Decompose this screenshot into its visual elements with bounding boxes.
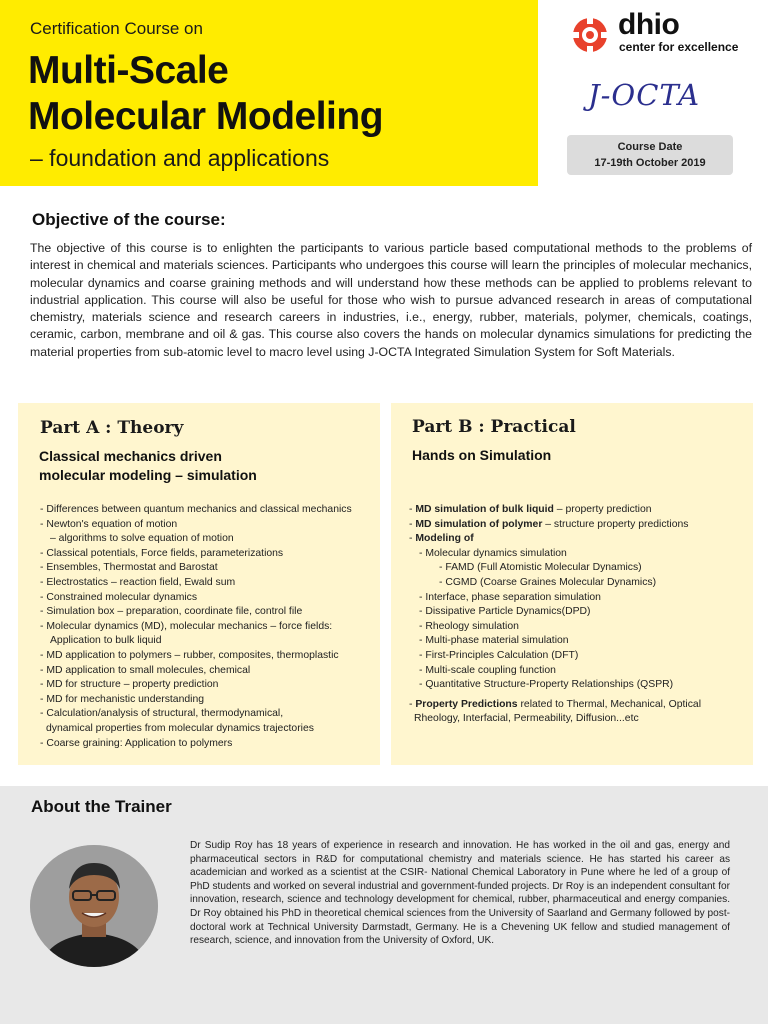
- list-item-text: – structure property predictions: [542, 518, 689, 530]
- list-item: - Quantitative Structure-Property Relationships (QSPR): [419, 679, 674, 691]
- course-title-line2: Molecular Modeling: [28, 95, 384, 138]
- list-item: - Simulation box – preparation, coordinate file, control file: [40, 606, 303, 618]
- list-item: - Calculation/analysis of structural, thermodynamical,: [40, 708, 284, 720]
- part-a-sub-line2: molecular modeling – simulation: [39, 467, 257, 483]
- list-item: - MD for mechanistic understanding: [40, 693, 205, 705]
- logo-tagline: center for excellence: [619, 40, 739, 54]
- list-item: - Multi-scale coupling function: [419, 664, 556, 676]
- list-item: - Newton's equation of motion: [40, 518, 178, 530]
- course-date-value: 17-19th October 2019: [594, 157, 706, 169]
- part-a-panel: [18, 403, 380, 765]
- list-item-text: related to Thermal, Mechanical, Optical: [517, 698, 702, 710]
- list-item: - Classical potentials, Force fields, parameterizations: [40, 547, 284, 559]
- course-date-label: Course Date: [617, 141, 683, 153]
- course-title-line1: Multi-Scale: [28, 49, 229, 92]
- list-item-bold: Modeling of: [415, 533, 474, 545]
- list-item: - Interface, phase separation simulation: [419, 591, 601, 603]
- list-item: - Modeling of: [409, 533, 474, 545]
- list-item: - MD simulation of bulk liquid – property prediction: [409, 504, 652, 515]
- list-item: - Property Predictions related to Thermal, Mechanical, Optical: [409, 698, 702, 710]
- list-item: - Constrained molecular dynamics: [40, 591, 198, 603]
- list-item: dynamical properties from molecular dynamics trajectories: [46, 722, 314, 734]
- course-date-box: [567, 135, 733, 175]
- list-item: - MD application to polymers – rubber, composites, thermoplastic: [40, 649, 339, 661]
- list-item-bold: MD simulation of bulk liquid: [415, 504, 554, 515]
- list-item: - Molecular dynamics simulation: [419, 547, 567, 559]
- objective-heading: Objective of the course:: [32, 210, 226, 229]
- list-item-bold: MD simulation of polymer: [415, 518, 543, 530]
- list-item: - Molecular dynamics (MD), molecular mechanics – force fields:: [40, 620, 333, 632]
- list-item: - MD for structure – property prediction: [40, 679, 219, 691]
- trainer-heading: About the Trainer: [31, 797, 172, 816]
- list-item: - Differences between quantum mechanics and classical mechanics: [40, 504, 352, 515]
- jocta-logo: J-OCTA: [588, 78, 701, 112]
- list-item: - FAMD (Full Atomistic Molecular Dynamics): [439, 562, 642, 574]
- list-item: - Dissipative Particle Dynamics(DPD): [419, 606, 591, 618]
- list-item: - First-Principles Calculation (DFT): [419, 649, 579, 661]
- part-b-topic-list: [409, 503, 701, 727]
- list-item-bold: Property Predictions: [415, 698, 518, 710]
- dhio-logo-icon: [570, 15, 610, 55]
- course-subtitle: – foundation and applications: [30, 145, 330, 171]
- list-item: - Ensembles, Thermostat and Barostat: [40, 562, 218, 574]
- list-item: – algorithms to solve equation of motion: [50, 533, 234, 545]
- part-a-subheading: [39, 447, 257, 485]
- part-a-topic-list: [40, 503, 352, 751]
- dhio-logo: [570, 8, 740, 57]
- trainer-section: [0, 786, 768, 1024]
- list-item: - Coarse graining: Application to polymers: [40, 737, 233, 749]
- trainer-bio: Dr Sudip Roy has 18 years of experience in research and innovation. He has worked in the oil and gas, energy and pharmaceutical sectors in R&D for computational chemistry and materials science. He has started his career as academician and worked as a scientist at the CSIR- National Chemical Laboratory in Pune where he led of a group of PhD students and worked on several industrial and government-funded projects. Dr Roy is an independent consultant for innovation, research, science and technology development for chemical, rubber, pharmaceutical and energy companies. Dr Roy obtained his PhD in theoretical chemical sciences from the University of Saarland and Germany followed by post-doctoral work at Technical University Darmstadt, Germany. He is a Chevening UK fellow and studied management of research, science, and innovation from the University of Oxford, UK.: [190, 840, 730, 947]
- list-item: - Multi-phase material simulation: [419, 635, 569, 647]
- part-a-heading: Part A : Theory: [40, 418, 184, 438]
- list-item: - MD simulation of polymer – structure property predictions: [409, 518, 689, 530]
- logo-word: dhio: [618, 8, 680, 41]
- list-item: - MD application to small molecules, chemical: [40, 664, 251, 676]
- list-item-text: – property prediction: [553, 504, 652, 515]
- part-a-sub-line1: Classical mechanics driven: [39, 448, 222, 464]
- list-item: - Rheology simulation: [419, 620, 519, 632]
- list-item: - Electrostatics – reaction field, Ewald sum: [40, 576, 236, 588]
- part-b-heading: Part B : Practical: [412, 417, 576, 437]
- course-kicker: Certification Course on: [30, 19, 203, 38]
- trainer-photo: [30, 845, 158, 967]
- part-b-panel: [391, 403, 753, 765]
- course-title: [28, 48, 383, 140]
- list-item: Rheology, Interfacial, Permeability, Diffusion...etc: [414, 713, 639, 725]
- objective-body: The objective of this course is to enlighten the participants to various particle based computational methods to the problems of interest in chemical and materials sciences. Participants who undergoes this course will learn the principles of molecular mechanics, molecular dynamics and coarse graining methods and will understand how these methods can be applied to problems relevant to industrial application. This course will also be useful for those who wish to pursue advanced research in areas of computational chemistry, materials science and research careers in industries, i.e., energy, rubber, materials, polymer, chemicals, coatings, ceramic, carbon, membrane and oil & gas. This course also covers the hands on molecular dynamics simulations for predicting the material properties from sub-atomic level to macro level using J-OCTA Integrated Simulation System for Soft Materials.: [30, 241, 752, 359]
- list-item: - CGMD (Coarse Graines Molecular Dynamics): [439, 576, 657, 588]
- list-item: Application to bulk liquid: [50, 635, 162, 647]
- trainer-portrait-icon: [30, 845, 158, 967]
- part-b-subheading: Hands on Simulation: [412, 447, 552, 463]
